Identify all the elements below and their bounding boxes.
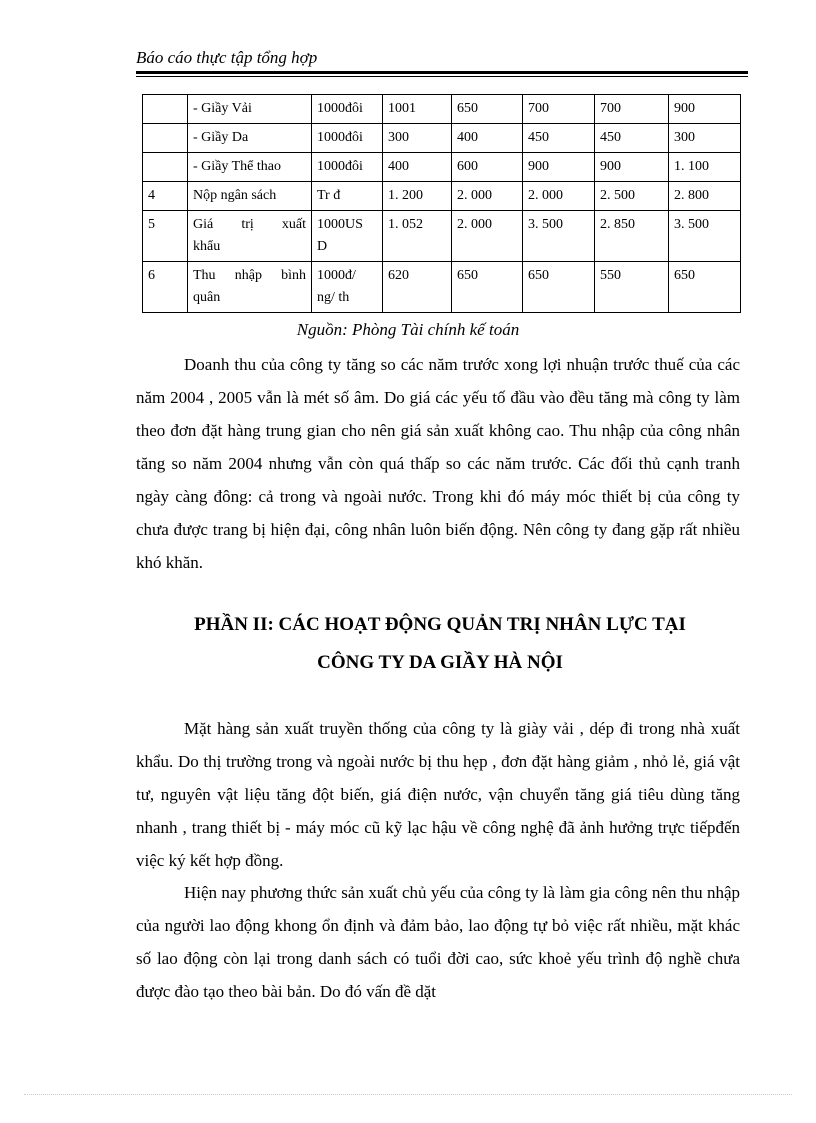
table-cell-value: 2. 000	[452, 182, 523, 211]
table-cell-value: 600	[452, 153, 523, 182]
table-cell-value: 2. 000	[452, 211, 523, 262]
table-cell-value: 300	[669, 124, 741, 153]
body-paragraph: Mặt hàng sản xuất truyền thống của công ty là giày vải , dép đi trong nhà xuất khẩu. Do thị trường trong và ngoài nước bị thu hẹp , đơn đặt hàng giảm , nhỏ lẻ, giá vật tư, nguyên vật liệu tăng đột biến, giá điện nước, vận chuyển tăng giá tiêu dùng tăng nhanh , trang thiết bị - máy móc cũ kỹ lạc hậu về công nghệ đã ảnh hưởng trực tiếpđến việc ký kết hợp đồng.	[136, 719, 740, 870]
table-cell-item-line: quân	[193, 290, 221, 305]
table-cell-unit-line: D	[317, 239, 328, 254]
section-heading-line: CÔNG TY DA GIẦY HÀ NỘI	[317, 652, 563, 673]
table-cell-value: 1. 052	[383, 211, 452, 262]
table-cell-item	[188, 211, 312, 262]
table-cell-value: 650	[669, 262, 741, 313]
table-cell-unit-line: 1000đ/	[317, 268, 356, 283]
table-cell-no	[143, 95, 188, 124]
body-paragraph: Doanh thu của công ty tăng so các năm trước xong lợi nhuận trước thuế của các năm 2004 , 2005 vẫn là mét số âm. Do giá các yếu tố đầu vào đều tăng mà công ty làm theo đơn đặt hàng trung gian cho nên giá sản xuất không cao. Thu nhập của công nhân tăng so năm 2004 nhưng vẫn còn quá thấp so các năm trước. Các đối thủ cạnh tranh ngày càng đông: cả trong và ngoài nước. Trong khi đó máy móc thiết bị của công ty chưa được trang bị hiện đại, công nhân luôn biến động. Nên công ty đang gặp rất nhiều khó khăn.	[136, 355, 740, 572]
table-cell-item: - Giầy Thể thao	[188, 153, 312, 182]
table-cell-value: 450	[523, 124, 595, 153]
statistics-table	[142, 94, 741, 313]
table-cell-value: 300	[383, 124, 452, 153]
table-row	[143, 182, 741, 211]
table-cell-value: 650	[452, 95, 523, 124]
table-cell-no	[143, 124, 188, 153]
table-cell-item: Nộp ngân sách	[188, 182, 312, 211]
table-cell-value: 700	[595, 95, 669, 124]
table-cell-value: 700	[523, 95, 595, 124]
table-cell-value: 2. 850	[595, 211, 669, 262]
table-cell-item-line: Thu nhập bình	[193, 268, 306, 283]
table-cell-value: 2. 800	[669, 182, 741, 211]
table-cell-no	[143, 153, 188, 182]
table-cell-unit: 1000đôi	[312, 95, 383, 124]
table-cell-value: 400	[452, 124, 523, 153]
table-cell-value: 1. 200	[383, 182, 452, 211]
table-cell-no: 5	[143, 211, 188, 262]
table-source-note: Nguồn: Phòng Tài chính kế toán	[296, 320, 520, 339]
section-heading	[120, 606, 760, 682]
table-cell-value: 3. 500	[669, 211, 741, 262]
table-cell-item: - Giầy Vải	[188, 95, 312, 124]
table-cell-value: 1001	[383, 95, 452, 124]
body-paragraph: Hiện nay phương thức sản xuất chủ yếu của công ty là làm gia công nên thu nhập của người lao động khong ổn định và đảm bảo, lao động tự bỏ việc rất nhiều, mặt khác số lao động còn lại trong danh sách có tuổi đời cao, sức khoẻ yếu trình độ nghề chưa được đào tạo theo bài bản. Do đó vấn đề dặt	[136, 883, 740, 1001]
table-row	[143, 124, 741, 153]
table-cell-item	[188, 262, 312, 313]
table-cell-value: 650	[523, 262, 595, 313]
table-cell-value: 620	[383, 262, 452, 313]
table-cell-unit: Tr đ	[312, 182, 383, 211]
table-cell-unit	[312, 262, 383, 313]
table-cell-value: 1. 100	[669, 153, 741, 182]
table-cell-unit: 1000đôi	[312, 153, 383, 182]
header-rule-thick	[136, 71, 748, 74]
table-row	[143, 262, 741, 313]
table-row	[143, 95, 741, 124]
table-cell-item: - Giầy Da	[188, 124, 312, 153]
header-rule-thin	[136, 76, 748, 77]
table-cell-value: 900	[595, 153, 669, 182]
table-row	[143, 211, 741, 262]
table-cell-unit-line: ng/ th	[317, 290, 350, 305]
page-header-title: Báo cáo thực tập tổng hợp	[136, 48, 318, 67]
table-cell-unit-line: 1000US	[317, 217, 363, 232]
table-row	[143, 153, 741, 182]
table-cell-unit: 1000đôi	[312, 124, 383, 153]
table-cell-item-line: khẩu	[193, 239, 221, 254]
table-cell-value: 2. 500	[595, 182, 669, 211]
table-cell-value: 3. 500	[523, 211, 595, 262]
table-cell-unit	[312, 211, 383, 262]
section-heading-line: PHẦN II: CÁC HOẠT ĐỘNG QUẢN TRỊ NHÂN LỰC TẠI	[194, 614, 686, 635]
table-cell-no: 4	[143, 182, 188, 211]
table-cell-value: 400	[383, 153, 452, 182]
table-cell-value: 450	[595, 124, 669, 153]
table-cell-value: 900	[669, 95, 741, 124]
table-cell-value: 550	[595, 262, 669, 313]
table-cell-value: 900	[523, 153, 595, 182]
table-cell-value: 650	[452, 262, 523, 313]
table-cell-value: 2. 000	[523, 182, 595, 211]
page-footer-divider	[24, 1094, 792, 1095]
table-cell-item-line: Giá trị xuất	[193, 217, 306, 232]
table-cell-no: 6	[143, 262, 188, 313]
